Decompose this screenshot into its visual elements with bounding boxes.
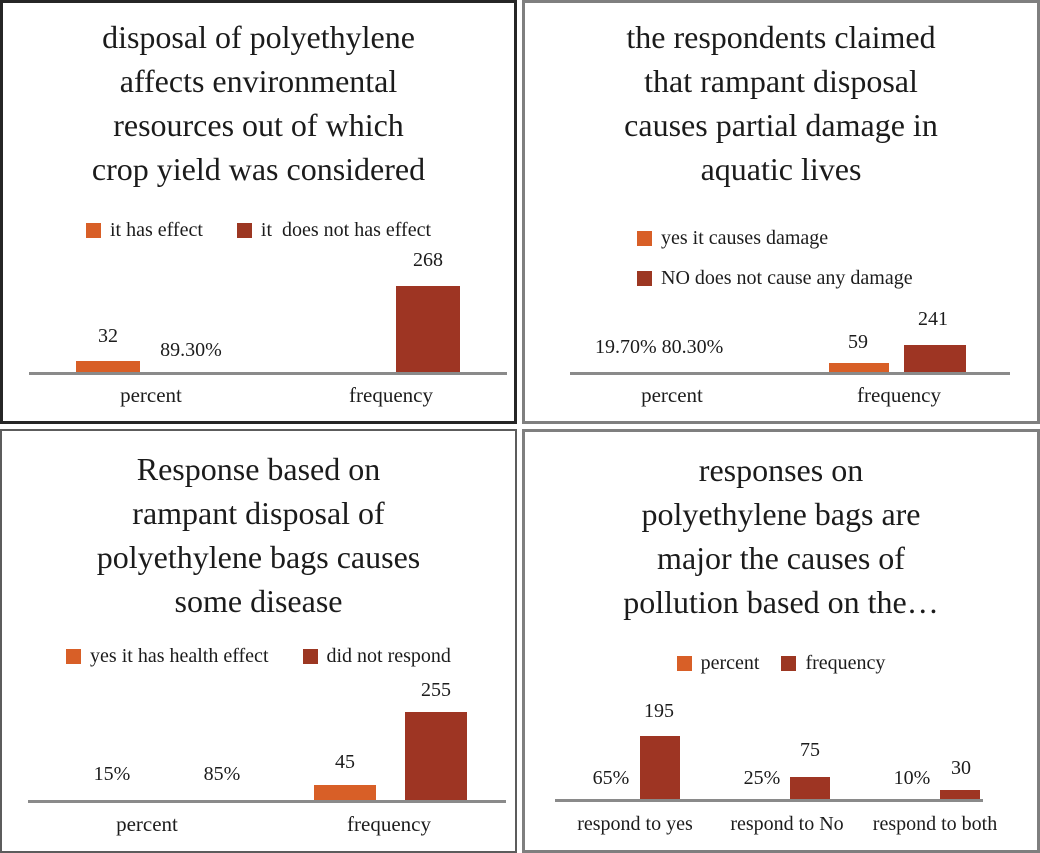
x-axis-line <box>555 799 983 802</box>
x-axis-line <box>29 372 507 375</box>
bar-frequency-no-damage <box>904 345 966 372</box>
legend <box>525 652 1037 675</box>
bar-value-label: 30 <box>951 757 971 779</box>
title-line: some disease <box>174 583 343 619</box>
legend-item <box>677 652 760 675</box>
legend-item <box>781 652 885 675</box>
chart-title <box>3 15 514 191</box>
title-line: aquatic lives <box>700 151 862 187</box>
legend-item <box>637 267 913 290</box>
legend-item <box>86 219 203 242</box>
chart-panel-aquatic-damage <box>522 0 1040 424</box>
legend-label: it does not has effect <box>260 219 432 241</box>
category-label: respond to yes <box>577 813 693 835</box>
bar-frequency-yes-health-effect <box>314 785 376 800</box>
title-line: major the causes of <box>657 540 905 576</box>
category-label: frequency <box>349 383 433 407</box>
percent-annotation: 89.30% <box>160 339 222 361</box>
category-label: percent <box>641 383 703 407</box>
bar-value-label: 241 <box>918 308 948 330</box>
category-label: respond to both <box>872 813 998 835</box>
legend-item <box>303 645 451 668</box>
category-label: frequency <box>347 812 431 836</box>
percent-annotation: 10% <box>893 767 931 789</box>
legend-swatch-orange-icon <box>66 649 81 664</box>
chart-title <box>525 15 1037 191</box>
percent-annotation: 85% <box>203 763 241 785</box>
legend-item <box>237 219 431 242</box>
legend <box>637 227 913 290</box>
percent-annotation: 25% <box>743 767 781 789</box>
bar-respond-to-yes <box>640 736 680 799</box>
bar-value-label: 268 <box>413 249 443 271</box>
legend-label: frequency <box>805 652 886 674</box>
legend-label: yes it has health effect <box>90 645 269 667</box>
title-line: resources out of which <box>113 107 404 143</box>
bar-frequency-did-not-respond <box>405 712 467 800</box>
legend <box>2 645 515 668</box>
chart-title <box>525 448 1037 624</box>
percent-annotation: 15% <box>93 763 131 785</box>
title-line: polyethylene bags are <box>641 496 921 532</box>
title-line: crop yield was considered <box>91 151 426 187</box>
title-line: the respondents claimed <box>626 19 936 55</box>
title-line: causes partial damage in <box>624 107 938 143</box>
legend-label: percent <box>700 652 760 674</box>
legend-label: did not respond <box>326 645 451 667</box>
bar-percent-it-has-effect <box>76 361 140 372</box>
percent-annotation: 19.70% 80.30% <box>595 336 724 358</box>
bar-frequency-does-not-has-effect <box>396 286 460 372</box>
title-line: Response based on <box>136 451 381 487</box>
chart-panel-crop-yield <box>0 0 517 424</box>
legend-label: NO does not cause any damage <box>661 267 913 289</box>
percent-annotation: 65% <box>592 767 630 789</box>
legend-item <box>66 645 268 668</box>
bar-value-label: 59 <box>848 331 868 353</box>
legend-swatch-dark-red-icon <box>237 223 252 238</box>
bar-respond-to-no <box>790 777 830 799</box>
x-axis-line <box>570 372 1010 375</box>
title-line: polyethylene bags causes <box>96 539 421 575</box>
chart-panel-pollution-causes <box>522 429 1040 853</box>
legend-swatch-orange-icon <box>637 231 652 246</box>
bar-respond-to-both <box>940 790 980 799</box>
legend-label: yes it causes damage <box>661 227 829 249</box>
title-line: rampant disposal of <box>132 495 385 531</box>
title-line: that rampant disposal <box>644 63 918 99</box>
legend-swatch-dark-red-icon <box>303 649 318 664</box>
title-line: pollution based on the… <box>623 584 939 620</box>
bar-frequency-yes-causes-damage <box>829 363 889 372</box>
legend-item <box>637 227 828 250</box>
x-axis-line <box>28 800 506 803</box>
category-label: percent <box>120 383 182 407</box>
title-line: disposal of polyethylene <box>102 19 415 55</box>
legend-swatch-orange-icon <box>86 223 101 238</box>
chart-title <box>2 447 515 623</box>
category-label: percent <box>116 812 178 836</box>
category-label: frequency <box>857 383 941 407</box>
title-line: affects environmental <box>119 63 398 99</box>
bar-value-label: 45 <box>335 751 355 773</box>
legend-swatch-dark-red-icon <box>781 656 796 671</box>
bar-value-label: 32 <box>98 325 118 347</box>
legend-swatch-dark-red-icon <box>637 271 652 286</box>
bar-value-label: 255 <box>421 679 451 701</box>
category-label: respond to No <box>730 813 844 835</box>
title-line: responses on <box>698 452 864 488</box>
bar-value-label: 195 <box>644 700 674 722</box>
chart-panel-disease <box>0 429 517 853</box>
bar-value-label: 75 <box>800 739 820 761</box>
legend-swatch-orange-icon <box>677 656 692 671</box>
legend-label: it has effect <box>109 219 203 241</box>
legend <box>3 219 514 242</box>
